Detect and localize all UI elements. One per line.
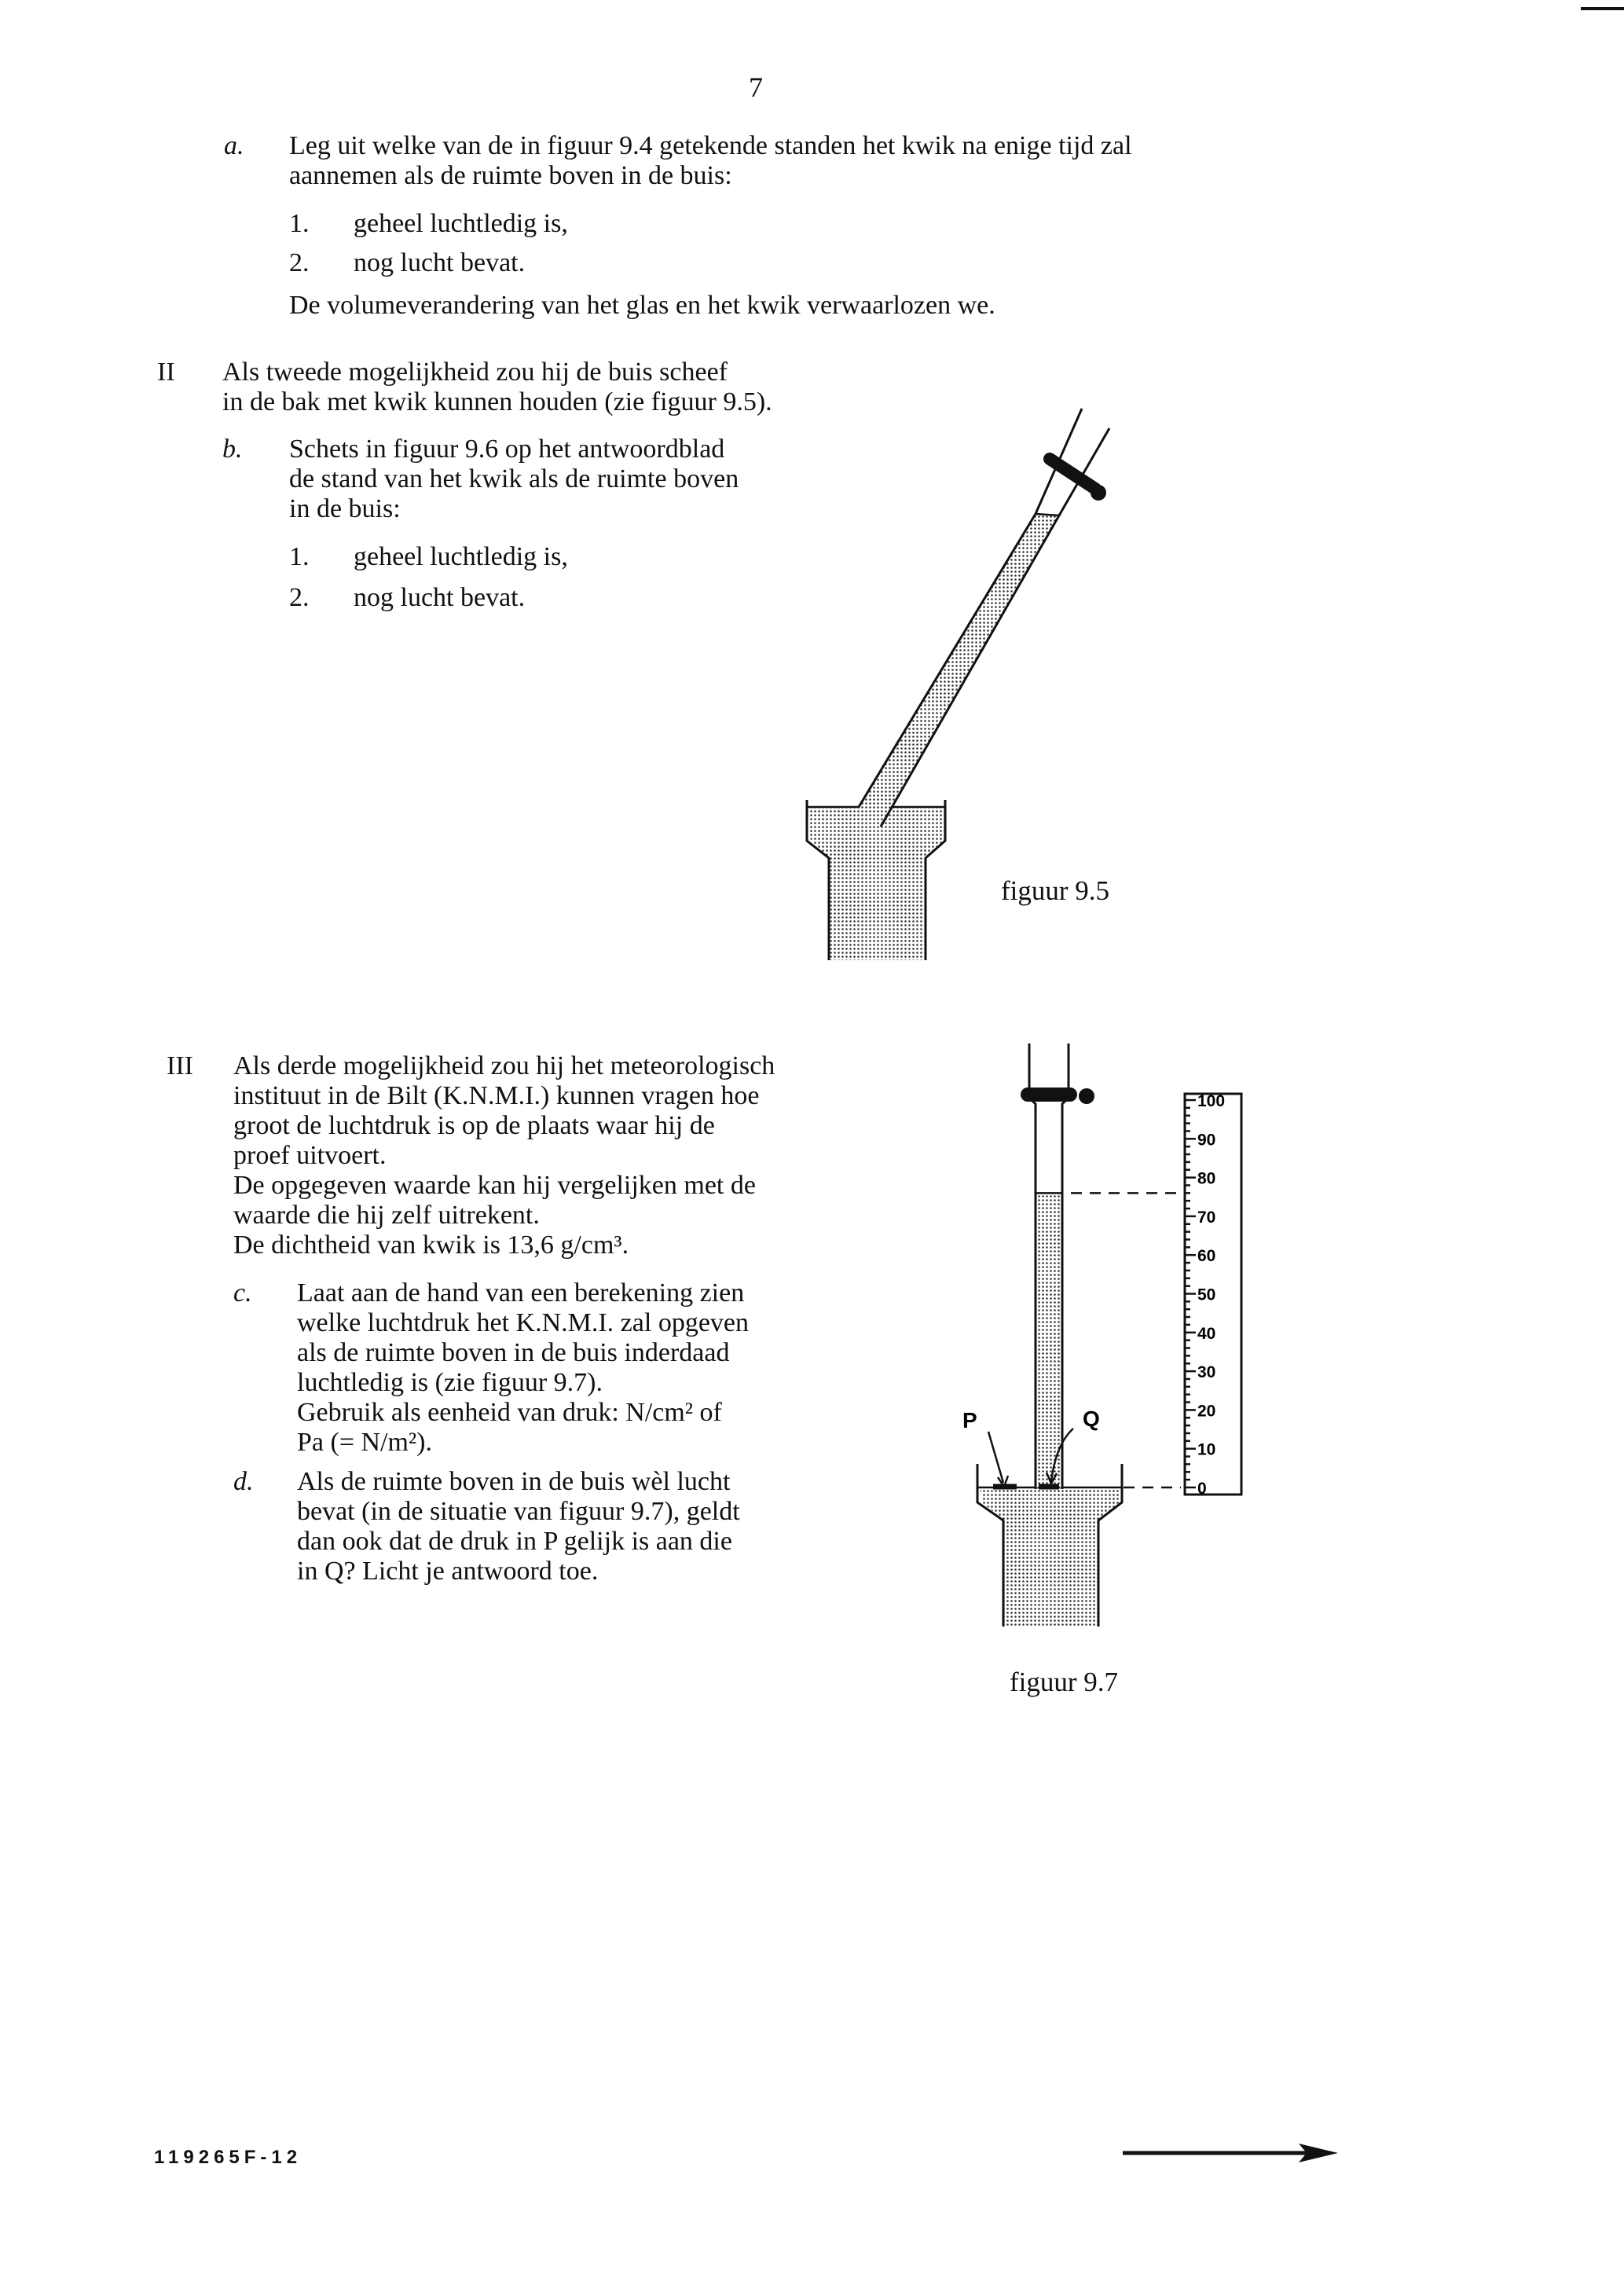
scale-label: 90 xyxy=(1197,1131,1216,1150)
figure-9-7-drawing xyxy=(943,1029,1257,1627)
section-3-line: De opgegeven waarde kan hij vergelijken met de xyxy=(233,1171,756,1200)
item-text: geheel luchtledig is, xyxy=(354,542,568,571)
section-2-text xyxy=(222,358,772,417)
question-d-line: dan ook dat de druk in P gelijk is aan die xyxy=(297,1527,732,1556)
scale-label: 30 xyxy=(1197,1363,1216,1382)
scale-label: 50 xyxy=(1197,1286,1216,1304)
figure-9-7-caption: figuur 9.7 xyxy=(1010,1667,1119,1697)
section-3-line: waarde die hij zelf uitrekent. xyxy=(233,1201,540,1230)
question-label-d: d. xyxy=(233,1467,254,1496)
point-q-label: Q xyxy=(1083,1407,1100,1431)
question-b-line: Schets in figuur 9.6 op het antwoordblad xyxy=(289,435,725,464)
section-3-line: De dichtheid van kwik is 13,6 g/cm³. xyxy=(233,1231,629,1260)
question-d-line: in Q? Licht je antwoord toe. xyxy=(297,1557,599,1586)
question-d-line: bevat (in de situatie van figuur 9.7), geldt xyxy=(297,1497,740,1526)
question-b-line: in de buis: xyxy=(289,494,401,523)
scale-label: 40 xyxy=(1197,1324,1216,1343)
question-c-line: Pa (= N/m²). xyxy=(297,1428,432,1457)
section-3-line: instituut in de Bilt (K.N.M.I.) kunnen vragen hoe xyxy=(233,1081,760,1110)
question-b-line: de stand van het kwik als de ruimte boven xyxy=(289,464,739,493)
item-number: 2. xyxy=(289,583,310,612)
question-c-line: welke luchtdruk het K.N.M.I. zal opgeven xyxy=(297,1308,749,1337)
scale-label: 0 xyxy=(1197,1480,1207,1498)
scale-label: 20 xyxy=(1197,1402,1216,1421)
edge-mark xyxy=(1581,7,1624,10)
question-label-a: a. xyxy=(224,131,244,160)
document-code: 119265F-12 xyxy=(154,2147,302,2168)
section-2-line: in de bak met kwik kunnen houden (zie figuur 9.5). xyxy=(222,387,772,416)
question-d-line: Als de ruimte boven in de buis wèl lucht xyxy=(297,1467,731,1496)
question-a-note: De volumeverandering van het glas en het kwik verwaarlozen we. xyxy=(289,291,995,320)
scale-label: 70 xyxy=(1197,1208,1216,1227)
mercury-column xyxy=(1036,1193,1062,1487)
page-number: 7 xyxy=(749,72,763,103)
section-numeral-3: III xyxy=(167,1051,193,1080)
question-a-line: aannemen als de ruimte boven in de buis: xyxy=(289,161,732,190)
question-label-b: b. xyxy=(222,435,243,464)
section-numeral-2: II xyxy=(157,358,175,387)
point-p-label: P xyxy=(962,1408,977,1432)
item-number: 1. xyxy=(289,542,310,571)
question-a-text xyxy=(289,131,1132,191)
question-c-line: luchtledig is (zie figuur 9.7). xyxy=(297,1368,603,1397)
scale-label: 10 xyxy=(1197,1440,1216,1459)
question-b-text xyxy=(289,435,739,524)
item-text: geheel luchtledig is, xyxy=(354,209,568,238)
section-3-line: groot de luchtdruk is op de plaats waar hij de xyxy=(233,1111,715,1140)
section-3-line: Als derde mogelijkheid zou hij het meteorologisch xyxy=(233,1051,775,1080)
section-2-line: Als tweede mogelijkheid zou hij de buis scheef xyxy=(222,358,728,387)
item-text: nog lucht bevat. xyxy=(354,583,526,612)
question-c-line: Laat aan de hand van een berekening zien xyxy=(297,1278,745,1308)
question-a-line: Leg uit welke van de in figuur 9.4 getekende standen het kwik na enige tijd zal xyxy=(289,131,1132,160)
item-text: nog lucht bevat. xyxy=(354,248,526,277)
figure-9-5-caption: figuur 9.5 xyxy=(1001,875,1110,906)
section-3-text xyxy=(233,1051,775,1260)
section-3-line: proef uitvoert. xyxy=(233,1141,387,1170)
item-number: 2. xyxy=(289,248,310,277)
scale-label: 60 xyxy=(1197,1247,1216,1266)
item-number: 1. xyxy=(289,209,310,238)
scale-label: 100 xyxy=(1197,1092,1226,1110)
question-c-line: Gebruik als eenheid van druk: N/cm² of xyxy=(297,1398,722,1427)
scale-label: 80 xyxy=(1197,1169,1216,1188)
question-label-c: c. xyxy=(233,1278,252,1308)
right-arrow-icon xyxy=(1120,2141,1355,2173)
question-c-line: als de ruimte boven in de buis inderdaad xyxy=(297,1338,730,1367)
question-d-text xyxy=(297,1467,740,1586)
question-c-text xyxy=(297,1278,749,1458)
